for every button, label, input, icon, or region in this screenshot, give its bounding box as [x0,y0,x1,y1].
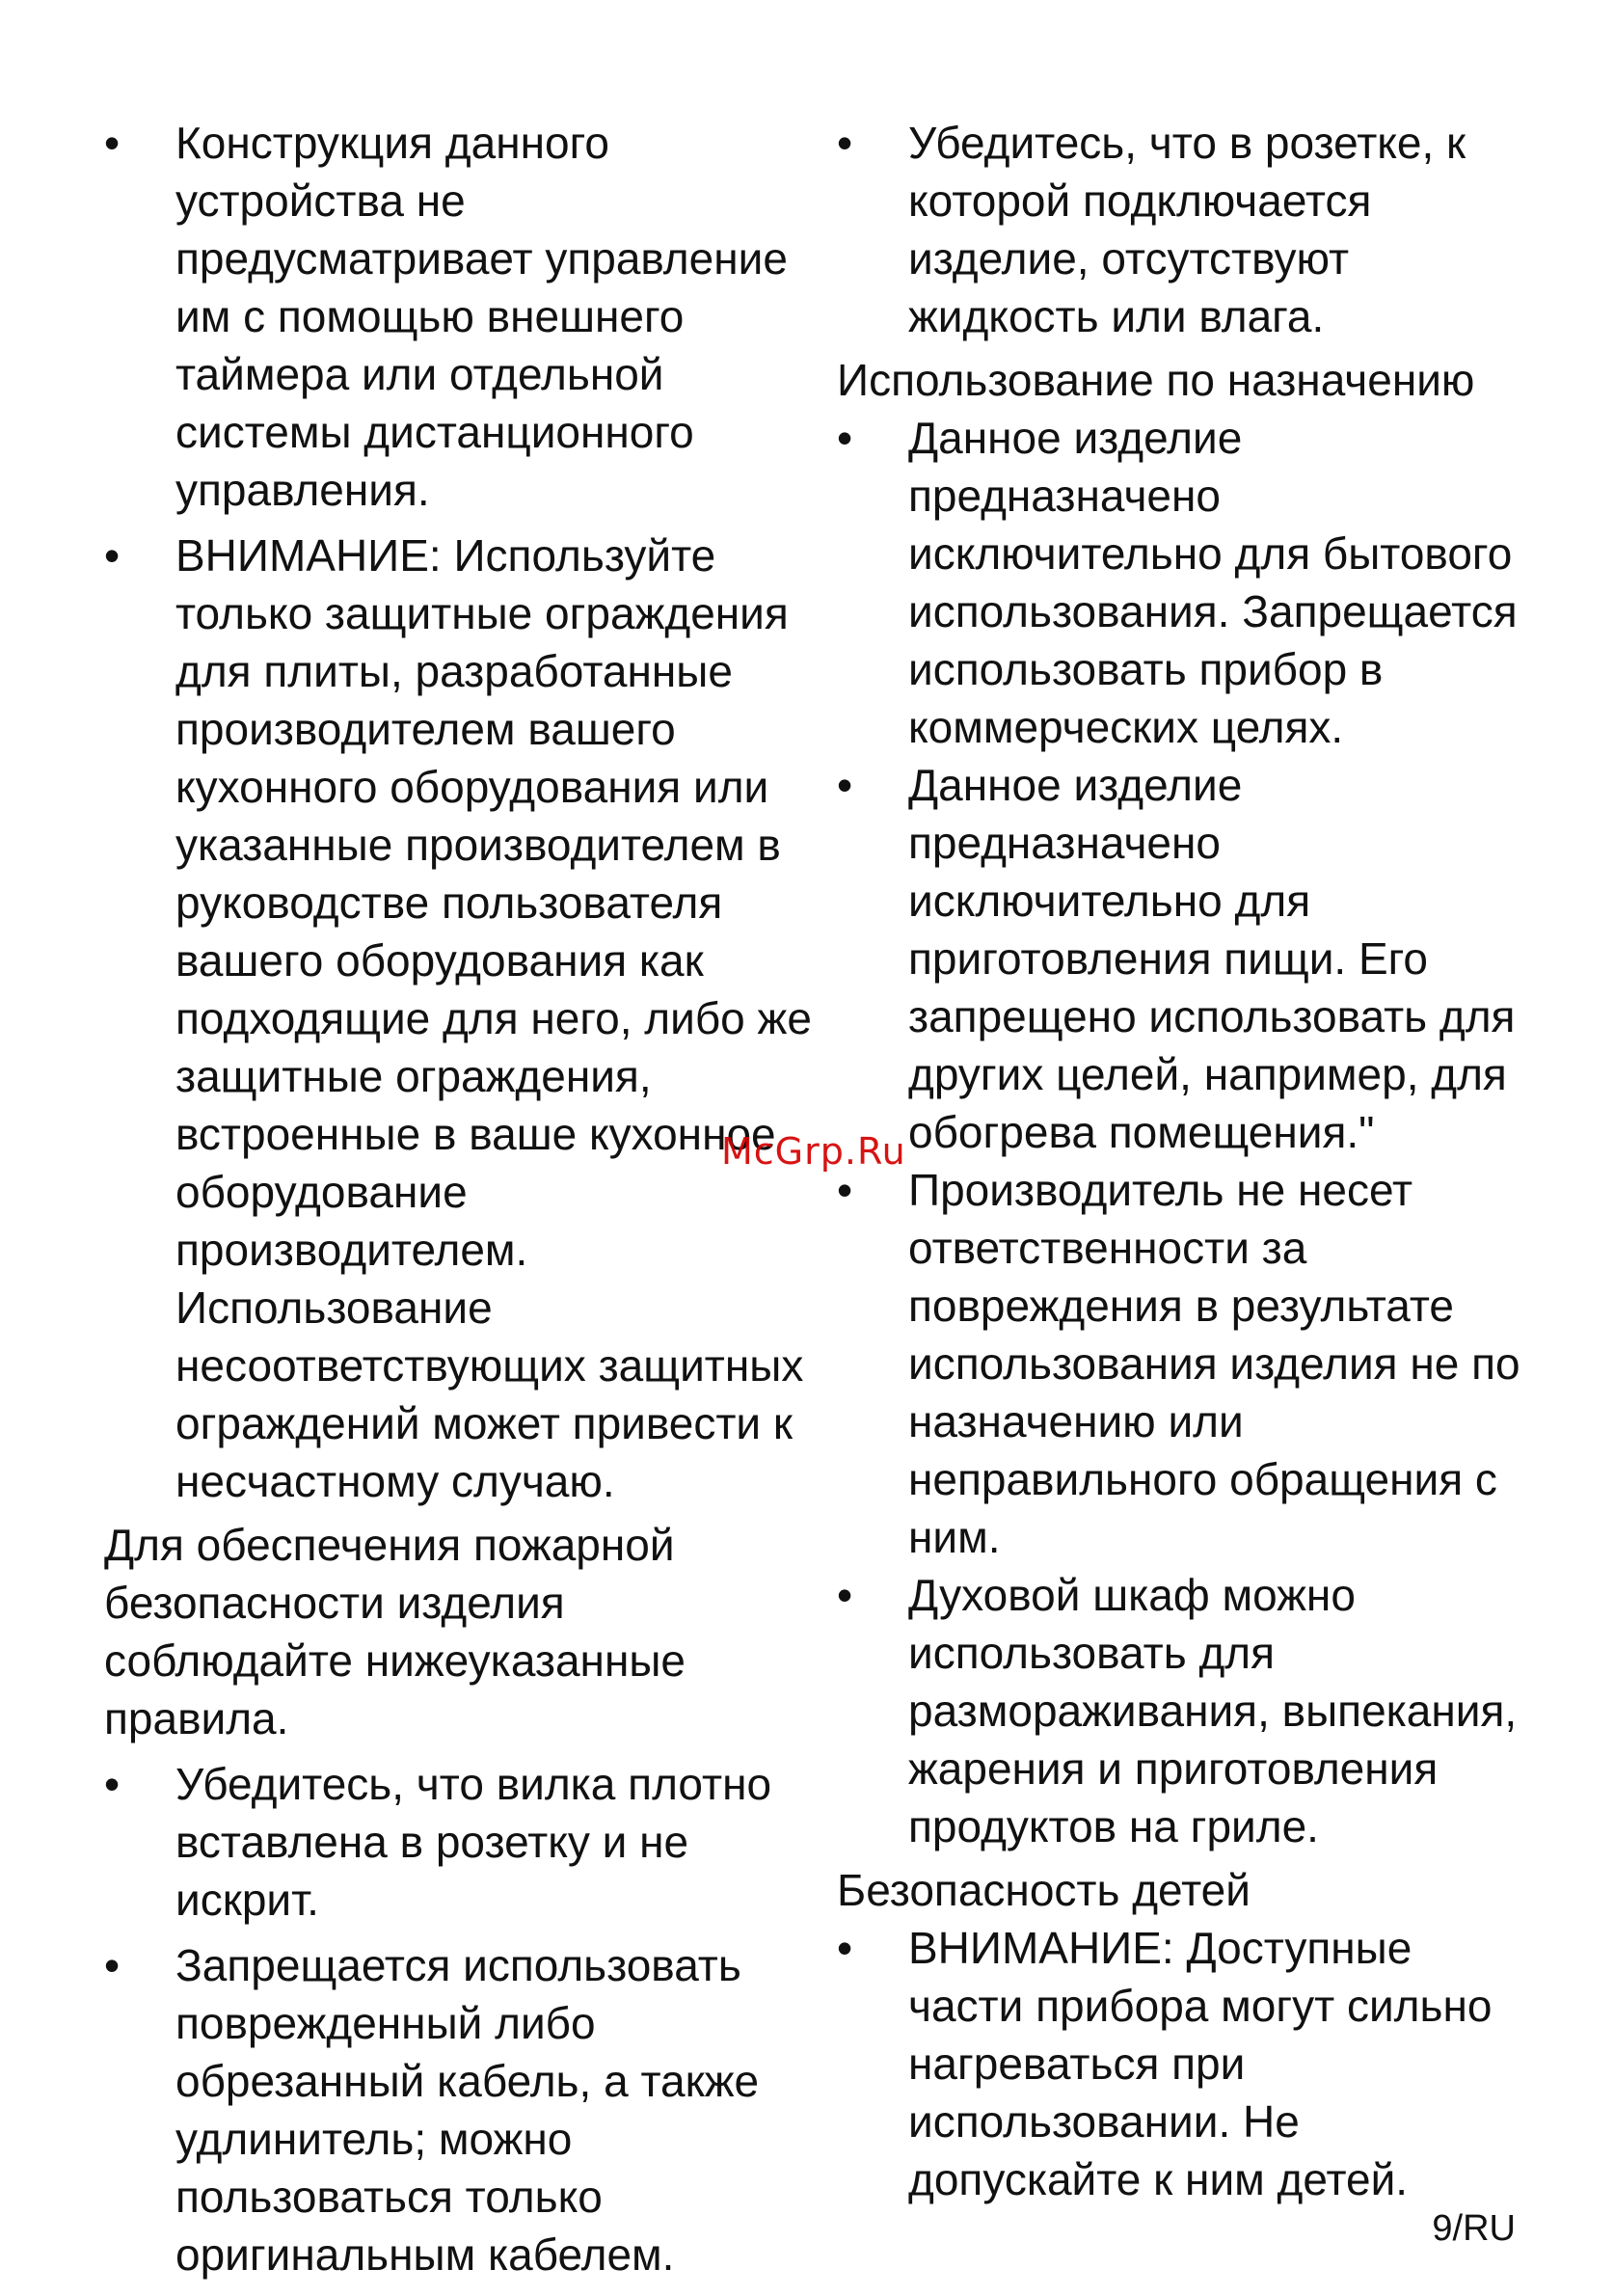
list-item-text: Убедитесь, что вилка плотно вставлена в розетку и не искрит. [175,1759,772,1925]
bullet-icon: • [837,118,853,168]
list-item [837,1161,1531,1566]
list-item-text: Производитель не несет ответственности за повреждения в результате использования изделия не по назначению или неправильного обращения с ним. [908,1165,1520,1562]
fire-safety-intro: Для обеспечения пожарной безопасности изделия соблюдайте нижеуказанные правила. [104,1520,686,1743]
list-item-text: Конструкция данного устройства не предусматривает управление им с помощью внешнего таймера или отдельной системы дистанционного управления. [175,118,788,515]
watermark: McGrp.Ru [721,1130,906,1173]
bullet-icon: • [837,413,853,463]
bullet-icon: • [837,760,853,810]
list-item-text: ВНИМАНИЕ: Используйте только защитные ограждения для плиты, разработанные производителем вашего кухонного оборудования или указанные производителем в руководстве пользователя вашего оборудования как подходящие для него, либо же защитные ограждения, встроенные в ваше кухонное оборудование производителем. Использование несоответствующих защитных ограждений может привести к несчастному случаю. [175,530,812,1506]
list-item [837,409,1531,756]
list-item-text: ВНИМАНИЕ: Доступные части прибора могут сильно нагреваться при использовании. Не допускайте к ним детей. [908,1923,1493,2204]
list-item [837,114,1531,345]
bullet-icon: • [104,118,121,168]
list-item [104,114,818,519]
list-item-text: Данное изделие предназначено исключительно для приготовления пищи. Его запрещено использовать для других целей, например, для обогрева помещения." [908,760,1516,1157]
child-safety-heading: Безопасность детей [837,1865,1251,1915]
bullet-icon: • [837,1923,853,1973]
bullet-icon: • [104,530,121,581]
list-item [837,1919,1531,2208]
list-item-text: Убедитесь, что в розетке, к которой подключается изделие, отсутствуют жидкость или влага. [908,118,1466,341]
list-item [104,1936,818,2283]
list-item [837,756,1531,1161]
list-item-text: Духовой шкаф можно использовать для размораживания, выпекания, жарения и приготовления продуктов на гриле. [908,1570,1518,1851]
bullet-icon: • [837,1570,853,1620]
list-item-text: Данное изделие предназначено исключительно для бытового использования. Запрещается использовать прибор в коммерческих целях. [908,413,1518,752]
page-number: 9/RU [1432,2208,1516,2249]
list-item [104,1755,818,1929]
list-item-text: Запрещается использовать поврежденный либо обрезанный кабель, а также удлинитель; можно пользоваться только оригинальным кабелем. [175,1940,760,2280]
right-column [837,114,1531,2208]
bullet-icon: • [104,1940,121,1990]
list-item [837,1566,1531,1855]
list-item [104,527,818,1510]
intended-use-heading: Использование по назначению [837,355,1475,405]
left-column [104,114,818,2283]
bullet-icon: • [837,1165,853,1215]
bullet-icon: • [104,1759,121,1809]
